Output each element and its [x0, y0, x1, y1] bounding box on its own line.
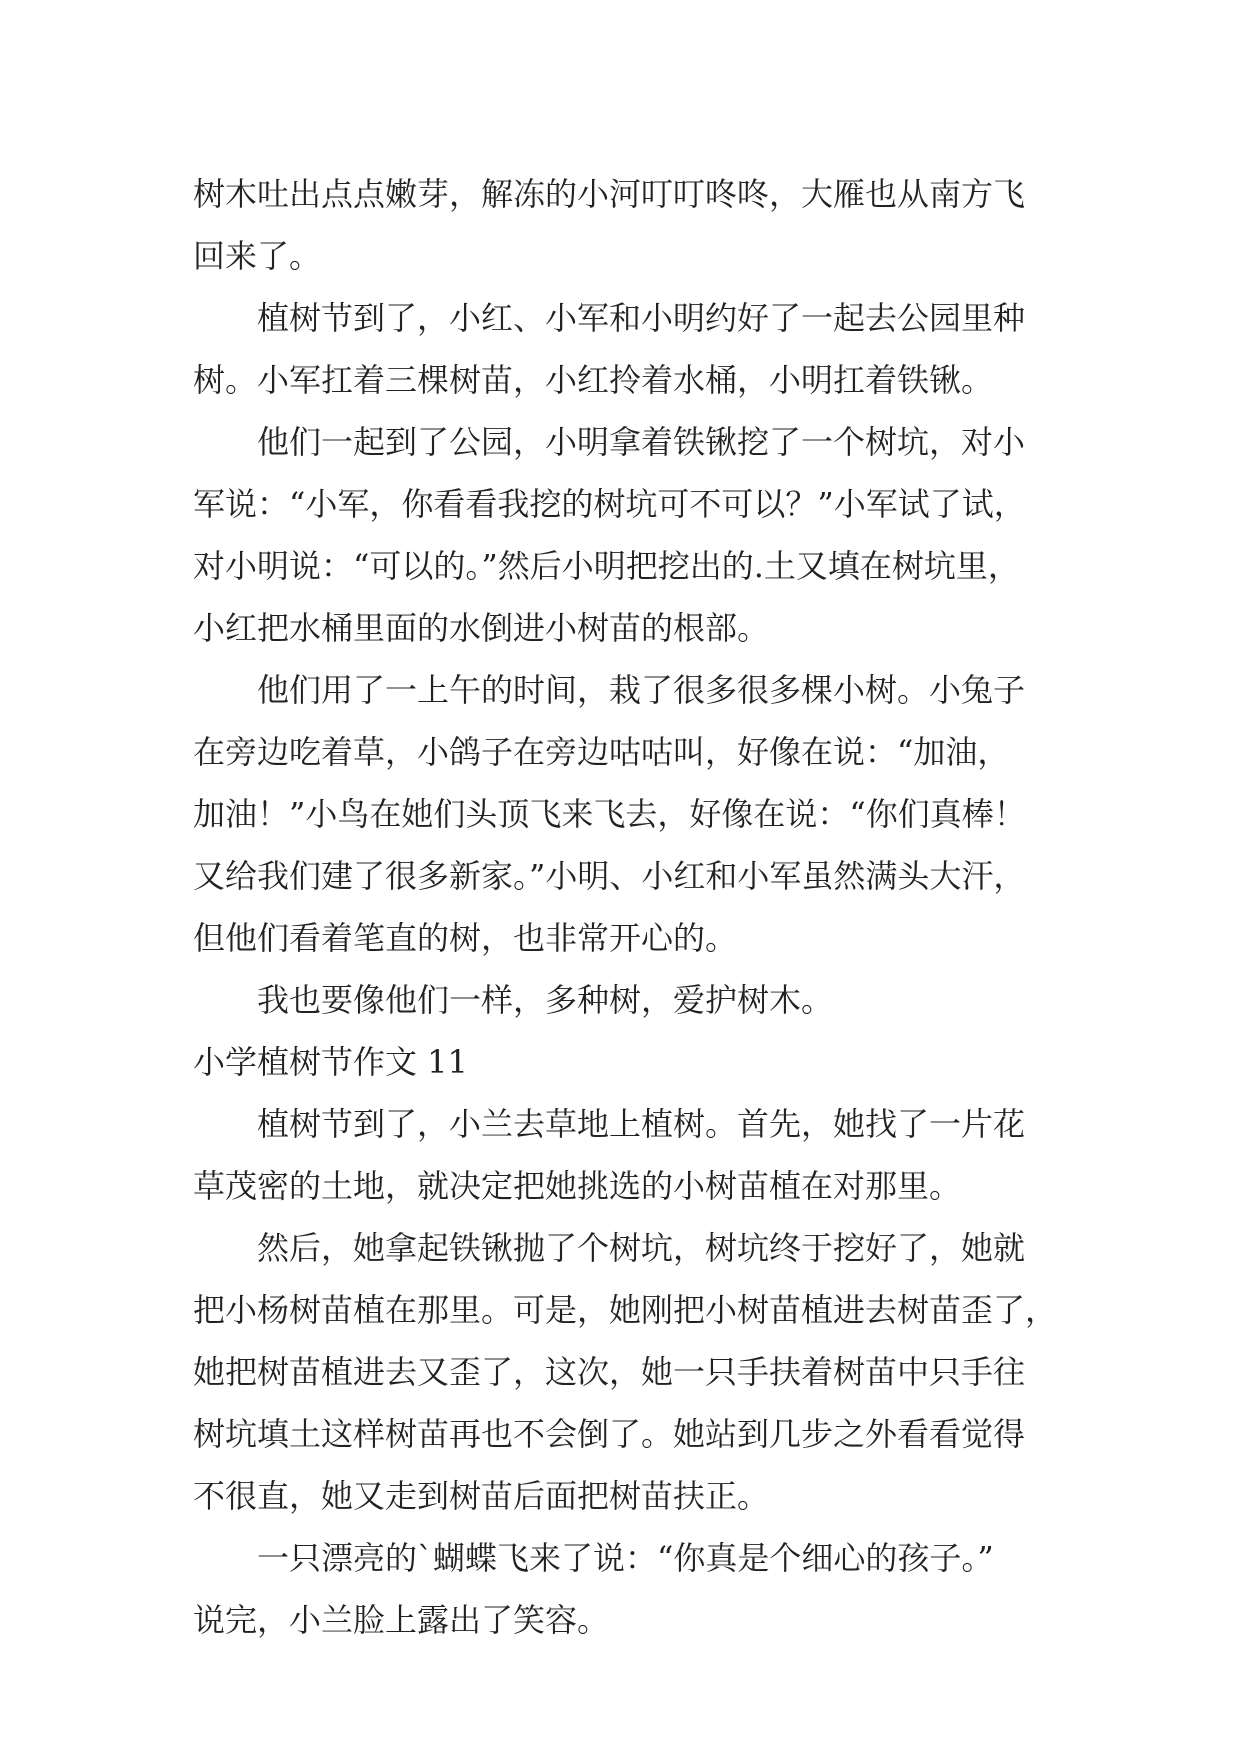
paragraph [193, 659, 1073, 969]
text-line: 在旁边吃着草，小鸽子在旁边咕咕叫，好像在说：“加油， [193, 733, 1010, 771]
text-line: 又给我们建了很多新家。”小明、小红和小军虽然满头大汗， [193, 857, 1026, 895]
text-line: 植树节到了，小兰去草地上植树。首先，她找了一片花 [257, 1105, 1026, 1143]
text-line: 她把树苗植进去又歪了，这次，她一只手扶着树苗中只手往 [193, 1353, 1026, 1391]
text-line: 军说：“小军，你看看我挖的树坑可不可以？”小军试了试， [193, 485, 1026, 523]
paragraph [193, 163, 1073, 287]
text-line: 我也要像他们一样，多种树，爱护树木。 [257, 981, 834, 1019]
document-body [193, 163, 1073, 1651]
text-line: 一只漂亮的`蝴蝶飞来了说：“你真是个细心的孩子。” [257, 1539, 994, 1577]
text-line: 加油！”小鸟在她们头顶飞来飞去，好像在说：“你们真棒！ [193, 795, 1026, 833]
text-line: 他们用了一上午的时间，栽了很多很多棵小树。小兔子 [257, 671, 1026, 709]
text-line: 树木吐出点点嫩芽，解冻的小河叮叮咚咚，大雁也从南方飞 [193, 175, 1026, 213]
text-line: 说完，小兰脸上露出了笑容。 [193, 1601, 610, 1639]
text-line: 然后，她拿起铁锹抛了个树坑，树坑终于挖好了，她就 [257, 1229, 1026, 1267]
paragraph [193, 969, 1073, 1031]
text-line: 对小明说：“可以的。”然后小明把挖出的.土又填在树坑里， [193, 547, 1020, 585]
text-line: 不很直，她又走到树苗后面把树苗扶正。 [193, 1477, 770, 1515]
paragraph [193, 1217, 1073, 1527]
paragraph [193, 1093, 1073, 1217]
text-line: 草茂密的土地，就决定把她挑选的小树苗植在对那里。 [193, 1167, 962, 1205]
text-line: 但他们看着笔直的树，也非常开心的。 [193, 919, 738, 957]
paragraph [193, 411, 1073, 659]
paragraph [193, 287, 1073, 411]
text-line: 树坑填土这样树苗再也不会倒了。她站到几步之外看看觉得 [193, 1415, 1026, 1453]
text-line: 树。小军扛着三棵树苗，小红拎着水桶，小明扛着铁锹。 [193, 361, 994, 399]
text-line: 回来了。 [193, 237, 322, 275]
text-line: 小红把水桶里面的水倒进小树苗的根部。 [193, 609, 770, 647]
paragraph [193, 1527, 1073, 1651]
text-line: 植树节到了，小红、小军和小明约好了一起去公园里种 [257, 299, 1026, 337]
text-line: 他们一起到了公园，小明拿着铁锹挖了一个树坑，对小 [257, 423, 1026, 461]
section-heading: 小学植树节作文 11 [193, 1043, 468, 1081]
text-line: 把小杨树苗植在那里。可是，她刚把小树苗植进去树苗歪了， [193, 1291, 1058, 1329]
